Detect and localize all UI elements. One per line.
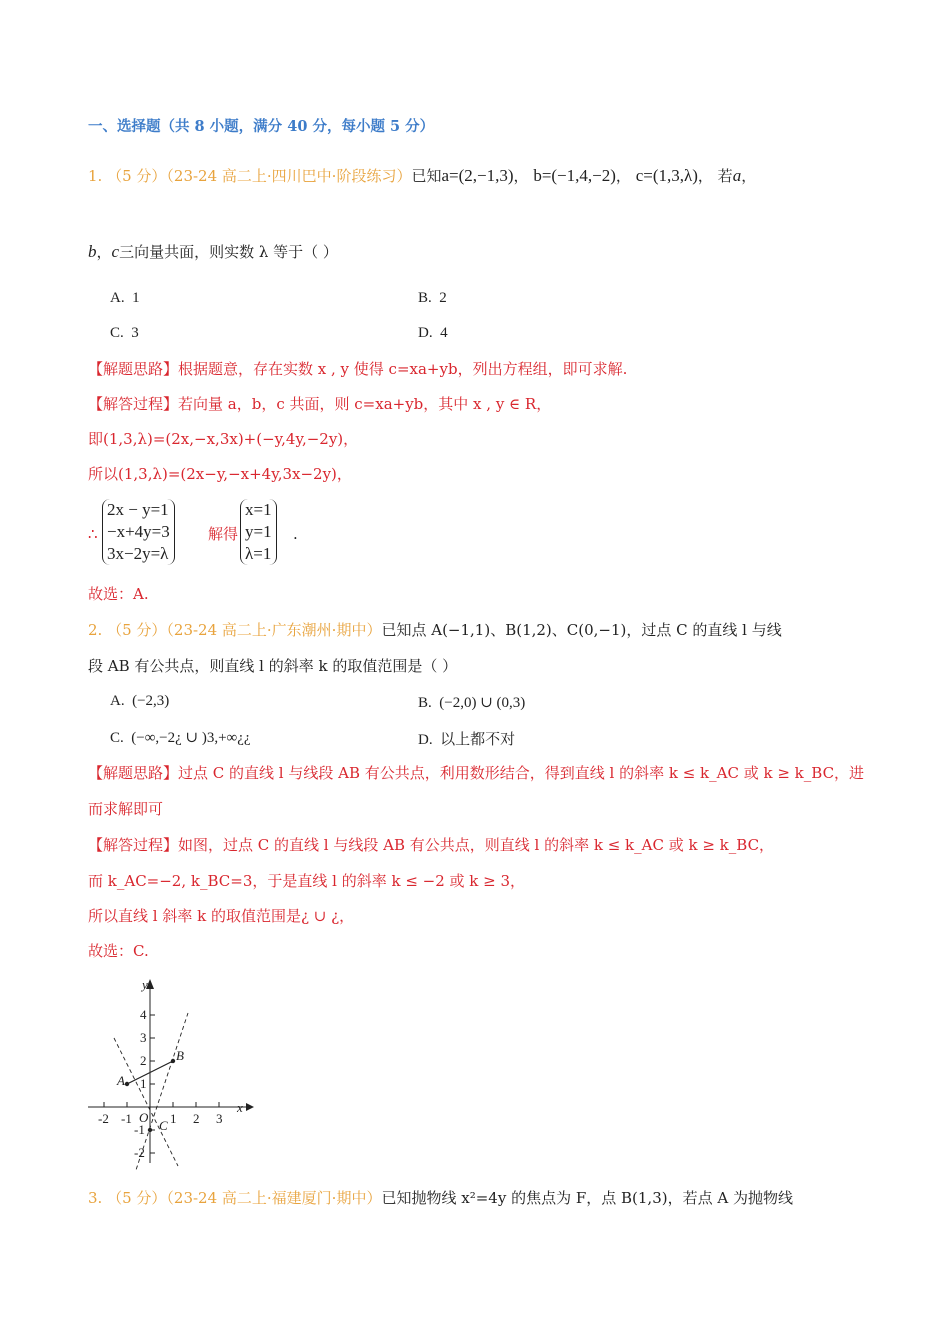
y-tick-4: 4 — [140, 1007, 147, 1022]
point-a — [125, 1082, 129, 1086]
q1-solve-word: 解得 — [208, 525, 239, 543]
q1-stem-line2: b，c三向量共面，则实数 λ 等于（ ） — [88, 242, 338, 261]
x-axis-arrow-icon — [246, 1103, 254, 1111]
q2-option-c[interactable]: C. (−∞,−2¿ ∪ )3,+∞¿¿ — [110, 730, 251, 746]
q1-vec-b: b=(−1,4,−2) — [533, 166, 616, 185]
q1-answer: 故选：A. — [88, 585, 149, 603]
y-tick-neg2: -2 — [134, 1145, 145, 1160]
q1-option-d[interactable]: D. 4 — [418, 325, 448, 341]
point-c-label: C — [159, 1118, 168, 1133]
q1-idea: 【解题思路】根据题意，存在实数 x , y 使得 c=xa+yb，列出方程组，即可求解. — [88, 360, 628, 378]
x-tick-neg1: -1 — [121, 1111, 132, 1126]
point-b — [171, 1059, 175, 1063]
q2-process-line2: 而 k_AC=−2, k_BC=3，于是直线 l 的斜率 k ≤ −2 或 k ≥ 3， — [88, 872, 526, 890]
question-2: 2. （5 分）（23-24 高二上·广东潮州·期中）已知点 A(−1,1)、B(1,2)、C(0,−1)，过点 C 的直线 l 与线 — [88, 621, 782, 639]
q1-option-b[interactable]: B. 2 — [418, 290, 447, 306]
q1-equation-system: 2x − y=1 −x+4y=3 3x−2y=λ — [102, 499, 175, 565]
origin-label: O — [139, 1110, 149, 1125]
q2-option-d[interactable]: D. 以上都不对 — [418, 732, 516, 748]
q2-process-line3: 所以直线 l 斜率 k 的取值范围是¿ ∪ ¿， — [88, 907, 355, 925]
y-tick-neg1: -1 — [134, 1122, 145, 1137]
y-tick-2: 2 — [140, 1053, 147, 1068]
q2-option-b[interactable]: B. (−2,0) ∪ (0,3) — [418, 695, 526, 711]
q2-graph — [84, 975, 264, 1170]
y-tick-3: 3 — [140, 1030, 147, 1045]
q1-therefore: ∴ — [88, 525, 98, 543]
point-b-label: B — [176, 1048, 184, 1063]
q1-number: 1. — [88, 167, 103, 185]
point-a-label: A — [117, 1073, 125, 1088]
question-3: 3. （5 分）（23-24 高二上·福建厦门·期中）已知抛物线 x²=4y 的焦点为 F，点 B(1,3)，若点 A 为抛物线 — [88, 1189, 793, 1207]
q1-score: （5 分） — [107, 167, 167, 185]
q1-if: 若 — [717, 167, 733, 185]
x-tick-neg2: -2 — [98, 1111, 109, 1126]
q1-source: （23-24 高二上·四川巴中·阶段练习） — [166, 167, 412, 185]
x-tick-3: 3 — [216, 1111, 223, 1126]
q1-option-c[interactable]: C. 3 — [110, 325, 139, 341]
q2-answer: 故选：C. — [88, 942, 149, 960]
q1-vec-c: c=(1,3,λ) — [635, 166, 698, 185]
q1-process: 【解答过程】若向量 a，b，c 共面，则 c=xa+yb，其中 x , y ∈ R， — [88, 395, 552, 413]
x-tick-1: 1 — [170, 1111, 177, 1126]
y-tick-1: 1 — [140, 1076, 147, 1091]
q1-vec-a: a=(2,−1,3) — [441, 166, 514, 185]
q2-idea-line2: 而求解即可 — [88, 800, 164, 818]
q2-process: 【解答过程】如图，过点 C 的直线 l 与线段 AB 有公共点，则直线 l 的斜率 k ≤ k_AC 或 k ≥ k_BC， — [88, 836, 775, 854]
q1-step2: 所以(1,3,λ)=(2x−y,−x+4y,3x−2y)， — [88, 465, 352, 483]
point-c — [148, 1128, 152, 1132]
question-1: 1. （5 分）（23-24 高二上·四川巴中·阶段练习）已知a=(2,−1,3)， b=(−1,4,−2)， c=(1,3,λ)， 若a， — [88, 166, 757, 185]
q1-stem-text: 三向量共面，则实数 λ 等于（ ） — [119, 243, 338, 261]
x-tick-2: 2 — [193, 1111, 200, 1126]
q1-option-a[interactable]: A. 1 — [110, 290, 140, 306]
q2-idea: 【解题思路】过点 C 的直线 l 与线段 AB 有公共点，利用数形结合，得到直线 l 的斜率 k ≤ k_AC 或 k ≥ k_BC，进 — [88, 764, 865, 782]
q1-step1: 即(1,3,λ)=(2x,−x,3x)+(−y,4y,−2y)， — [88, 430, 359, 448]
q1-solution-system: x=1 y=1 λ=1 — [240, 499, 277, 565]
q1-stem: 已知 — [411, 167, 442, 185]
x-axis-label: x — [237, 1100, 243, 1115]
q2-option-a[interactable]: A. (−2,3) — [110, 693, 170, 709]
section-title: 一、选择题（共 8 小题，满分 40 分，每小题 5 分） — [88, 118, 435, 135]
y-axis-label: y — [142, 977, 148, 992]
q2-stem-line2: 段 AB 有公共点，则直线 l 的斜率 k 的取值范围是（ ） — [88, 657, 458, 675]
